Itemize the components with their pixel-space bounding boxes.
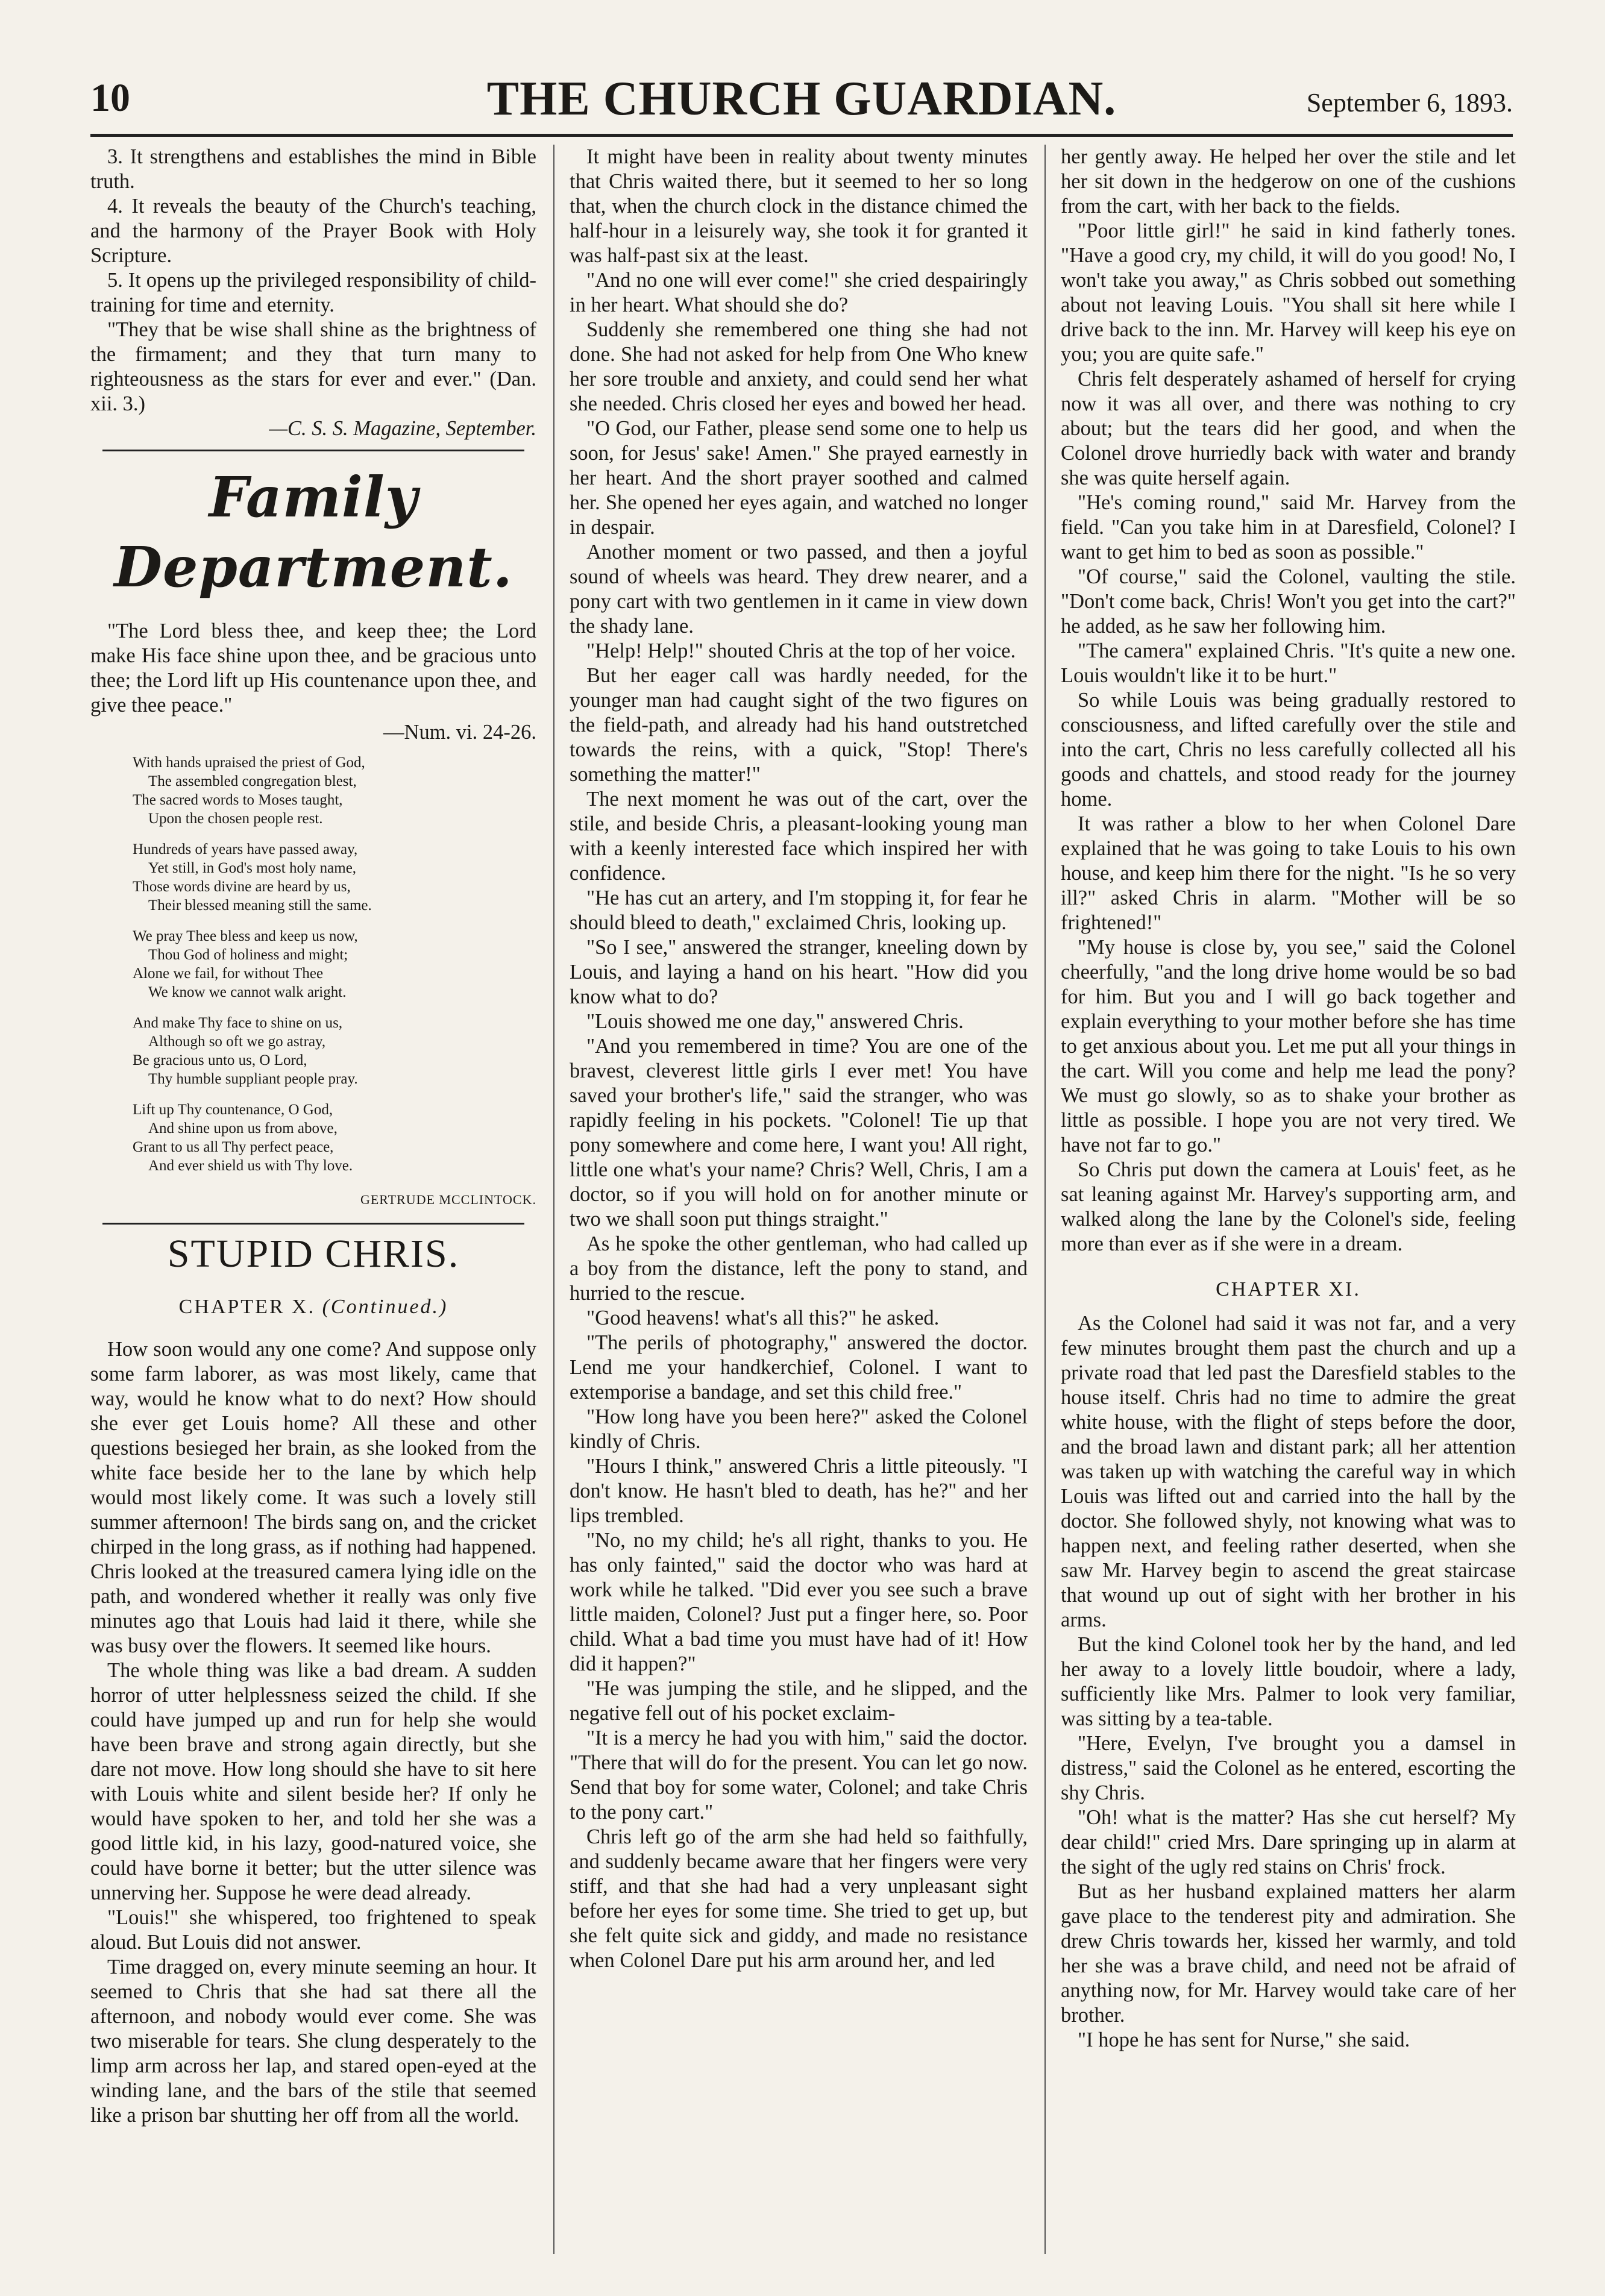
poem-line: Yet still, in God's most holy name, — [148, 860, 357, 876]
story-paragraph: "O God, our Father, please send some one to help us soon, for Jesus' sake! Amen." She prayed earnestly in her heart. And the short prayer soothed and calmed her. She opened her eyes again, and watched no longer in despair. — [570, 417, 1028, 539]
newspaper-title: THE CHURCH GUARDIAN. — [486, 72, 1117, 125]
column-2 — [570, 145, 1028, 2266]
story-paragraph: As he spoke the other gentleman, who had called up a boy from the distance, left the pony to stand, and hurried to the rescue. — [570, 1232, 1028, 1305]
story-paragraph: "He's coming round," said Mr. Harvey from the field. "Can you take him in at Daresfield, Colonel? I want to get him to bed as soon as possible." — [1061, 491, 1516, 563]
issue-date: September 6, 1893. — [1306, 88, 1513, 118]
story-paragraph: "Of course," said the Colonel, vaulting the stile. "Don't come back, Chris! Won't you get into the cart?" he added, as he saw her following him. — [1061, 565, 1516, 638]
story-paragraph: But the kind Colonel took her by the hand, and led her away to a lovely little boudoir, where a lady, sufficiently like Mrs. Palmer to look very familiar, was sitting by a tea-table. — [1061, 1633, 1516, 1730]
poem-line: We know we cannot walk aright. — [148, 984, 347, 1000]
scripture-quote: "They that be wise shall shine as the brightness of the firmament; and they that turn many to righteousness as the stars for ever and ever." (Dan. xii. 3.) — [90, 318, 536, 415]
list-item: 4. It reveals the beauty of the Church's teaching, and the harmony of the Prayer Book with Holy Scripture. — [90, 195, 536, 267]
column-divider — [553, 145, 554, 2254]
poem-line: Lift up Thy countenance, O God, — [133, 1102, 333, 1118]
poem-line: Alone we fail, for without Thee — [133, 965, 324, 982]
poem-line: And shine upon us from above, — [148, 1120, 338, 1137]
story-paragraph: Chris left go of the arm she had held so faithfully, and suddenly became aware that her fingers were very stiff, and that she had had a very unpleasant sight before her eyes for some time. She tried to get up, but she felt quite sick and giddy, and made no resistance when Colonel Dare put his arm around her, and led — [570, 1825, 1028, 1972]
story-paragraph: But her eager call was hardly needed, for the younger man had caught sight of the two figures on the field-path, and already had his hand outstretched towards the reins, with a quick, "Stop! There's something the matter!" — [570, 664, 1028, 786]
story-paragraph: So while Louis was being gradually restored to consciousness, and lifted carefully over the stile and into the cart, Chris no less carefully collected all his goods and chattels, and stood ready for the journey home. — [1061, 689, 1516, 811]
chapter-number: CHAPTER X. — [178, 1296, 316, 1318]
story-paragraph: Time dragged on, every minute seeming an hour. It seemed to Chris that she had sat there all the afternoon, and nobody would ever come. She was two miserable for tears. She clung desperately to the limp arm across her lap, and stared open-eyed at the winding lane, and the bars of the stile that seemed like a prison bar shutting her off from all the world. — [90, 1956, 536, 2127]
poem-line: With hands upraised the priest of God, — [133, 754, 365, 771]
poem-line: And ever shield us with Thy love. — [148, 1158, 353, 1174]
story-paragraph: "Oh! what is the matter? Has she cut herself? My dear child!" cried Mrs. Dare springing up in alarm at the sight of the ugly red stains on Chris' frock. — [1061, 1806, 1516, 1878]
quote-source: —C. S. S. Magazine, September. — [269, 417, 536, 440]
poem-stanza — [133, 1100, 536, 1175]
story-paragraph: "Good heavens! what's all this?" he asked. — [586, 1306, 940, 1329]
story-paragraph: The next moment he was out of the cart, over the stile, and beside Chris, a pleasant-looking young man with a keenly interested face which inspired her with confidence. — [570, 788, 1028, 885]
page-number: 10 — [90, 76, 130, 120]
story-title: STUPID CHRIS. — [167, 1232, 460, 1276]
poem-line: Be gracious unto us, O Lord, — [133, 1052, 307, 1068]
story-paragraph: "It is a mercy he had you with him," said the doctor. "There that will do for the present. You can let go now. Send that boy for some water, Colonel; and take Chris to the pony cart." — [570, 1727, 1028, 1824]
story-paragraph: "Poor little girl!" he said in kind fatherly tones. "Have a good cry, my child, it will do you good! No, I won't take you away," as Chris sobbed out something about not leaving Louis. "You shall sit here while I drive back to the inn. Mr. Harvey will keep his eye on you; you are quite safe." — [1061, 219, 1516, 366]
poem — [133, 753, 536, 1175]
chapter-heading: CHAPTER XI. — [1216, 1278, 1361, 1300]
column-divider — [1044, 145, 1046, 2254]
chapter-heading — [90, 1294, 536, 1319]
poem-line: The assembled congregation blest, — [148, 773, 357, 789]
story-paragraph: "Help! Help!" shouted Chris at the top of her voice. — [586, 639, 1016, 662]
masthead — [90, 63, 1513, 136]
story-paragraph: "Here, Evelyn, I've brought you a damsel in distress," said the Colonel as he entered, escorting the shy Chris. — [1061, 1732, 1516, 1804]
poem-line: Thou God of holiness and might; — [148, 947, 348, 963]
masthead-rule — [90, 134, 1513, 137]
story-paragraph: It might have been in reality about twenty minutes that Chris waited there, but it seemed to her so long that, when the church clock in the distance chimed the half-hour in a leisurely way, she took it for granted it was half-past six at the least. — [570, 145, 1028, 267]
poem-line: Those words divine are heard by us, — [133, 879, 351, 895]
poem-line: Grant to us all Thy perfect peace, — [133, 1139, 334, 1155]
story-paragraph: "Louis showed me one day," answered Chris. — [586, 1010, 964, 1033]
story-paragraph: So Chris put down the camera at Louis' feet, as he sat leaning against Mr. Harvey's supporting arm, and walked along the lane by the Colonel's side, feeling more than ever as if she were in a dream. — [1061, 1158, 1516, 1255]
column-3 — [1061, 145, 1516, 2266]
epigraph-reference: —Num. vi. 24-26. — [383, 721, 536, 744]
story-paragraph: "Louis!" she whispered, too frightened to speak aloud. But Louis did not answer. — [90, 1906, 536, 1954]
section-heading: Family Department. — [114, 465, 513, 600]
poem-line: Upon the chosen people rest. — [148, 811, 323, 827]
poem-author: GERTRUDE MCCLINTOCK. — [360, 1192, 536, 1207]
story-paragraph: But as her husband explained matters her alarm gave place to the tenderest pity and admiration. She drew Chris towards her, kissed her warmly, and told her she was a brave child, and need not be afraid of anything now, for Mr. Harvey would take care of her brother. — [1061, 1880, 1516, 2027]
story-paragraph: "The perils of photography," answered the doctor. Lend me your handkerchief, Colonel. I want to extemporise a bandage, and set this child free." — [570, 1331, 1028, 1404]
list-item: 3. It strengthens and establishes the mind in Bible truth. — [90, 145, 536, 193]
story-paragraph: "How long have you been here?" asked the Colonel kindly of Chris. — [570, 1405, 1028, 1453]
poem-line: The sacred words to Moses taught, — [133, 792, 343, 808]
poem-stanza — [133, 753, 536, 828]
poem-line: Although so oft we go astray, — [148, 1034, 326, 1050]
story-paragraph: As the Colonel had said it was not far, and a very few minutes brought them past the church and up a private road that led past the Daresfield stables to the house itself. Chris had no time to admire the great white house, with the flight of steps before the door, and the broad lawn and distant park; all her attention was taken up with watching the careful way in which Louis was lifted out and carried into the hall by the doctor. She followed shyly, not knowing what was to happen next, and feeling rather deserted, when she saw Mr. Harvey begin to ascend the great staircase that wound up out of sight with her brother in his arms. — [1061, 1312, 1516, 1631]
story-paragraph: It was rather a blow to her when Colonel Dare explained that he was going to take Louis to his own house, and keep him there for the night. "Is he so very ill?" asked Chris in alarm. "Mother will be so frightened!" — [1061, 812, 1516, 934]
column-1 — [90, 145, 536, 2266]
poem-line: Thy humble suppliant people pray. — [148, 1071, 358, 1087]
section-divider — [102, 1223, 524, 1225]
epigraph: "The Lord bless thee, and keep thee; the Lord make His face shine upon thee, and be gracious unto thee; the Lord lift up His countenance upon thee, and give thee peace." — [90, 619, 536, 717]
story-paragraph: "And you remembered in time? You are one of the bravest, cleverest little girls I ever met! You have saved your brother's life," said the stranger, who was rapidly feeling in his pockets. "Colonel! Tie up that pony somewhere and come here, I want you! All right, little one what's your name? Chris? Well, Chris, I am a doctor, so if you will hold on for another minute or two we shall soon put things straight." — [570, 1035, 1028, 1231]
story-paragraph: "So I see," answered the stranger, kneeling down by Louis, and laying a hand on his heart. "How did you know what to do? — [570, 936, 1028, 1008]
story-paragraph: "My house is close by, you see," said the Colonel cheerfully, "and the long drive home would be so bad for him. But you and I will go back together and explain everything to your mother before she has time to get anxious about you. Let me put all your things in the cart. Will you come and help me lead the pony? We must go slowly, so as to shake your brother as little as possible. I hope you are not very tired. We have not far to go." — [1061, 936, 1516, 1156]
story-paragraph: "No, no my child; he's all right, thanks to you. He has only fainted," said the doctor who was hard at work while he talked. "Did ever you see such a brave little maiden, Colonel? Just put a finger here, so. Poor child. What a bad time you must have had of it! How did it happen?" — [570, 1529, 1028, 1675]
story-paragraph: "He was jumping the stile, and he slipped, and the negative fell out of his pocket exclaim- — [570, 1677, 1028, 1725]
story-paragraph: "The camera" explained Chris. "It's quite a new one. Louis wouldn't like it to be hurt." — [1061, 639, 1516, 687]
story-paragraph: "I hope he has sent for Nurse," she said. — [1078, 2028, 1410, 2051]
story-paragraph: "And no one will ever come!" she cried despairingly in her heart. What should she do? — [570, 269, 1028, 316]
story-paragraph: How soon would any one come? And suppose only some farm laborer, as was most likely, came that way, would he know what to do next? How should she ever get Louis home? All these and other questions besieged her brain, as she looked from the white face beside her to the lane by which help would most likely come. It was such a lovely still summer afternoon! The birds sang on, and the cricket chirped in the long grass, as if nothing had happened. Chris looked at the treasured camera lying idle on the path, and wondered whether it really was only five minutes ago that Louis had laid it there, while she was busy over the flowers. It seemed like hours. — [90, 1338, 536, 1657]
poem-stanza — [133, 840, 536, 915]
story-paragraph: Another moment or two passed, and then a joyful sound of wheels was heard. They drew nearer, and a pony cart with two gentlemen in it came in view down the shady lane. — [570, 541, 1028, 638]
story-paragraph: "Hours I think," answered Chris a little piteously. "I don't know. He hasn't bled to death, has he?" and her lips trembled. — [570, 1455, 1028, 1527]
poem-line: Their blessed meaning still the same. — [148, 897, 372, 914]
poem-line: Hundreds of years have passed away, — [133, 841, 358, 858]
list-item: 5. It opens up the privileged responsibility of child-training for time and eternity. — [90, 269, 536, 316]
section-divider — [102, 450, 524, 451]
story-paragraph: her gently away. He helped her over the stile and let her sit down in the hedgerow on one of the cushions from the cart, with her back to the fields. — [1061, 145, 1516, 218]
poem-stanza — [133, 927, 536, 1002]
poem-line: And make Thy face to shine on us, — [133, 1015, 343, 1031]
story-paragraph: The whole thing was like a bad dream. A sudden horror of utter helplessness seized the child. If she could have jumped up and run for help she would have been brave and strong again directly, but she dare not move. How long should she have to sit here with Louis white and silent beside her? If only he would have spoken to her, and told her she was a good little kid, in his lazy, good-natured voice, she could have borne it better; but the utter silence was unnerving her. Suppose he were dead already. — [90, 1659, 536, 1904]
poem-line: We pray Thee bless and keep us now, — [133, 928, 358, 944]
story-paragraph: "He has cut an artery, and I'm stopping it, for fear he should bleed to death," exclaimed Chris, looking up. — [570, 886, 1028, 934]
poem-stanza — [133, 1014, 536, 1088]
chapter-note: (Continued.) — [322, 1296, 448, 1318]
story-paragraph: Suddenly she remembered one thing she had not done. She had not asked for help from One Who knew her sore trouble and anxiety, and could send her what she needed. Chris closed her eyes and bowed her head. — [570, 318, 1028, 415]
story-paragraph: Chris felt desperately ashamed of herself for crying now it was all over, and there was nothing to cry about; but the tears did her good, and when the Colonel drove hurriedly back with water and brandy she was quite herself again. — [1061, 368, 1516, 489]
